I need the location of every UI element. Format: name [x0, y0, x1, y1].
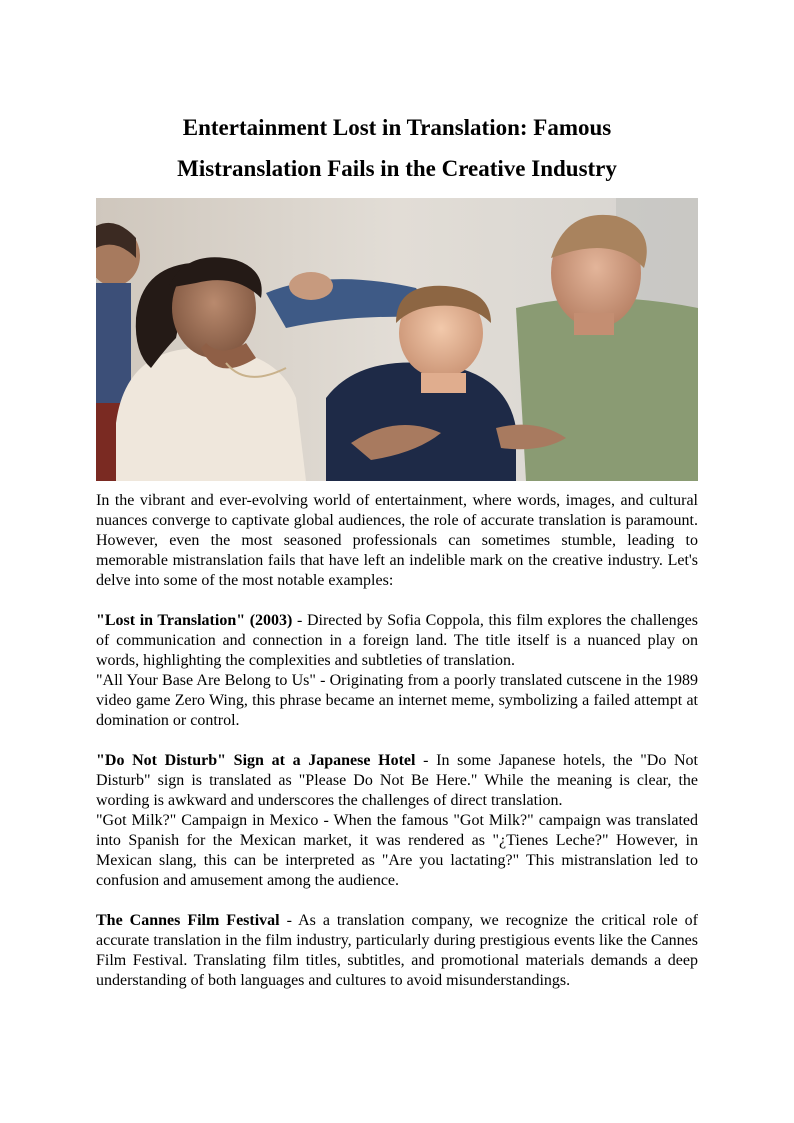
intro-paragraph: In the vibrant and ever-evolving world of entertainment, where words, images, and cultural nuances converge to captivate global audiences, the role of accurate translation is paramount. However, even the most seasoned professionals can sometimes stumble, leading to memorable mistranslation fails that have left an indelible mark on the creative industry. Let's delve into some of the most notable examples:: [96, 492, 698, 589]
section-heading: "Do Not Disturb" Sign at a Japanese Hotel: [96, 752, 416, 769]
section-text: - In some Japanese hotels, the "Do Not Disturb" sign is translated as "Please Do Not Be Here." While the meaning is clear, the wording is awkward and underscores the challenges of direct translation.: [96, 752, 698, 809]
document-title: [96, 107, 698, 189]
section-text: - As a translation company, we recognize the critical role of accurate translation in the film industry, particularly during prestigious events like the Cannes Film Festival. Translating film titles, subtitles, and promotional materials demands a deep understanding of both languages and cultures to avoid misunderstandings.: [96, 912, 698, 989]
section-all-your-base: "All Your Base Are Belong to Us" - Originating from a poorly translated cutscene in the 1989 video game Zero Wing, this phrase became an internet meme, symbolizing a failed attempt at domination or control.: [96, 672, 698, 729]
family-watching-photo: [96, 198, 698, 481]
section-lost-in-translation: [96, 611, 698, 671]
title-line-1: Entertainment Lost in Translation: Famous: [182, 115, 612, 140]
section-got-milk: "Got Milk?" Campaign in Mexico - When the famous "Got Milk?" campaign was translated into Spanish for the Mexican market, it was rendered as "¿Tienes Leche?" However, in Mexican slang, this can be interpreted as "Are you lactating?" This mistranslation led to confusion and amusement among the audience.: [96, 812, 698, 889]
section-heading: The Cannes Film Festival: [96, 912, 280, 929]
article-body: [96, 491, 698, 991]
section-do-not-disturb: [96, 751, 698, 811]
section-heading: "Lost in Translation" (2003): [96, 612, 293, 629]
title-line-2: Mistranslation Fails in the Creative Industry: [177, 156, 617, 181]
section-cannes: [96, 911, 698, 991]
section-text: - Directed by Sofia Coppola, this film explores the challenges of communication and connection in a foreign land. The title itself is a nuanced play on words, highlighting the complexities and subtleties of translation.: [96, 612, 699, 669]
